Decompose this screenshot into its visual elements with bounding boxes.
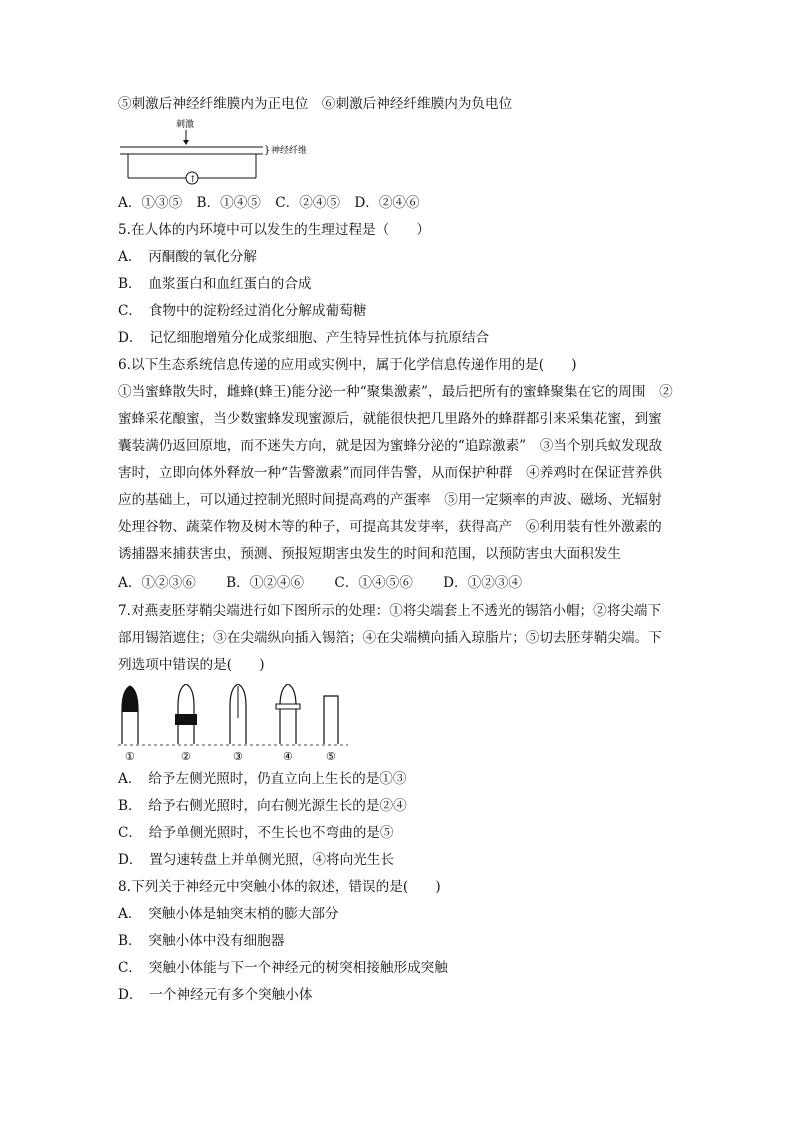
coleoptile-1 — [122, 686, 138, 744]
q7-option-d[interactable]: D． 置匀速转盘上并单侧光照，④将向光生长 — [118, 852, 394, 868]
q5-option-a[interactable]: A． 丙酮酸的氧化分解 — [118, 249, 257, 265]
q6-option-a[interactable]: A．①②③⑥ — [118, 575, 196, 591]
q6-stem: 6.以下生态系统信息传递的应用或实例中，属于化学信息传递作用的是( ) — [118, 357, 577, 373]
q6-option-d[interactable]: D．①②③④ — [443, 575, 522, 591]
q8-option-a[interactable]: A． 突触小体是轴突末梢的膨大部分 — [118, 906, 339, 922]
q6-option-b[interactable]: B．①②④⑥ — [226, 575, 305, 591]
q6-text-line-7: 诱捕器来捕获害虫，预测、预报短期害虫发生的时间和范围，以预防害虫大面积发生 — [118, 546, 621, 562]
coleoptile-figure — [118, 684, 358, 764]
q5-option-c[interactable]: C． 食物中的淀粉经过消化分解成葡萄糖 — [118, 303, 367, 319]
nerve-fiber-label: 神经纤维 — [271, 146, 308, 156]
coleoptile-2 — [175, 684, 197, 744]
q6-text-line-2: 蜜蜂采花酿蜜，当少数蜜蜂发现蜜源后，就能很快把几里路外的蜂群都引来采集花蜜，到蜜 — [118, 411, 662, 427]
q7-text-line-2: 部用锡箔遮住；③在尖端纵向插入锡箔；④在尖端横向插入琼脂片；⑤切去胚芽鞘尖端。下 — [118, 630, 662, 646]
meter-needle: ↑ — [189, 175, 197, 185]
q5-stem: 5.在人体的内环境中可以发生的生理过程是（ ） — [118, 222, 431, 238]
q4-options — [118, 193, 430, 213]
q6-text-line-4: 害时，立即向体外释放一种“告警激素”而同伴告警，从而保护种群 ④养鸡时在保证营养供 — [118, 465, 663, 481]
statement-5-6: ⑤刺激后神经纤维膜内为正电位 ⑥刺激后神经纤维膜内为负电位 — [118, 96, 513, 112]
q8-option-d[interactable]: D． 一个神经元有多个突触小体 — [118, 987, 313, 1003]
q6-text-line-6: 处理谷物、蔬菜作物及树木等的种子，可提高其发芽率，获得高产 ⑥利用装有性外激素的 — [118, 519, 662, 535]
q7-option-a[interactable]: A． 给予左侧光照时，仍直立向上生长的是①③ — [118, 771, 407, 787]
svg-text:}: } — [264, 145, 271, 156]
fig-label-2: ② — [181, 750, 191, 763]
stimulus-label: 刺激 — [176, 120, 195, 130]
q6-text-line-3: 囊装满仍返回原地，而不迷失方向，就是因为蜜蜂分泌的“追踪激素” ③当个别兵蚁发现敌 — [118, 438, 663, 454]
coleoptile-4 — [276, 684, 300, 744]
coleoptile-5 — [324, 696, 338, 744]
fig-label-5: ⑤ — [326, 750, 336, 763]
q6-text-line-1: ①当蜜蜂散失时，雌蜂(蜂王)能分泌一种“聚集激素”，最后把所有的蜜蜂聚集在它的周围 ② — [118, 384, 673, 400]
q7-option-b[interactable]: B． 给予右侧光照时，向右侧光源生长的是②④ — [118, 798, 407, 814]
fig-label-4: ④ — [283, 750, 293, 763]
nerve-fiber-figure — [118, 118, 348, 190]
q5-option-b[interactable]: B． 血浆蛋白和血红蛋白的合成 — [118, 276, 312, 292]
q6-option-c[interactable]: C．①④⑤⑥ — [334, 575, 413, 591]
q8-option-b[interactable]: B． 突触小体中没有细胞器 — [118, 933, 285, 949]
fig-label-1: ① — [125, 750, 135, 763]
q4-option-a[interactable]: A．①③⑤ — [118, 195, 183, 211]
q7-text-line-1: 7.对燕麦胚芽鞘尖端进行如下图所示的处理：①将尖端套上不透光的锡箔小帽；②将尖端下 — [118, 603, 662, 619]
q6-text-line-5: 应的基础上，可以通过控制光照时间提高鸡的产蛋率 ⑤用一定频率的声波、磁场、光辐射 — [118, 492, 662, 508]
fig-label-3: ③ — [233, 750, 243, 763]
q7-text-line-3: 列选项中错误的是( ) — [118, 657, 265, 673]
q4-option-b[interactable]: B．①④⑤ — [196, 195, 261, 211]
q4-option-c[interactable]: C．②④⑤ — [275, 195, 341, 211]
q6-options — [118, 573, 532, 593]
q5-option-d[interactable]: D． 记忆细胞增殖分化成浆细胞、产生特异性抗体与抗原结合 — [118, 330, 490, 346]
q4-option-d[interactable]: D．②④⑥ — [354, 195, 420, 211]
q7-option-c[interactable]: C． 给予单侧光照时，不生长也不弯曲的是⑤ — [118, 825, 394, 841]
q8-option-c[interactable]: C． 突触小体能与下一个神经元的树突相接触形成突触 — [118, 960, 448, 976]
coleoptile-3 — [230, 684, 246, 744]
q8-stem: 8.下列关于神经元中突触小体的叙述，错误的是( ) — [118, 879, 441, 895]
